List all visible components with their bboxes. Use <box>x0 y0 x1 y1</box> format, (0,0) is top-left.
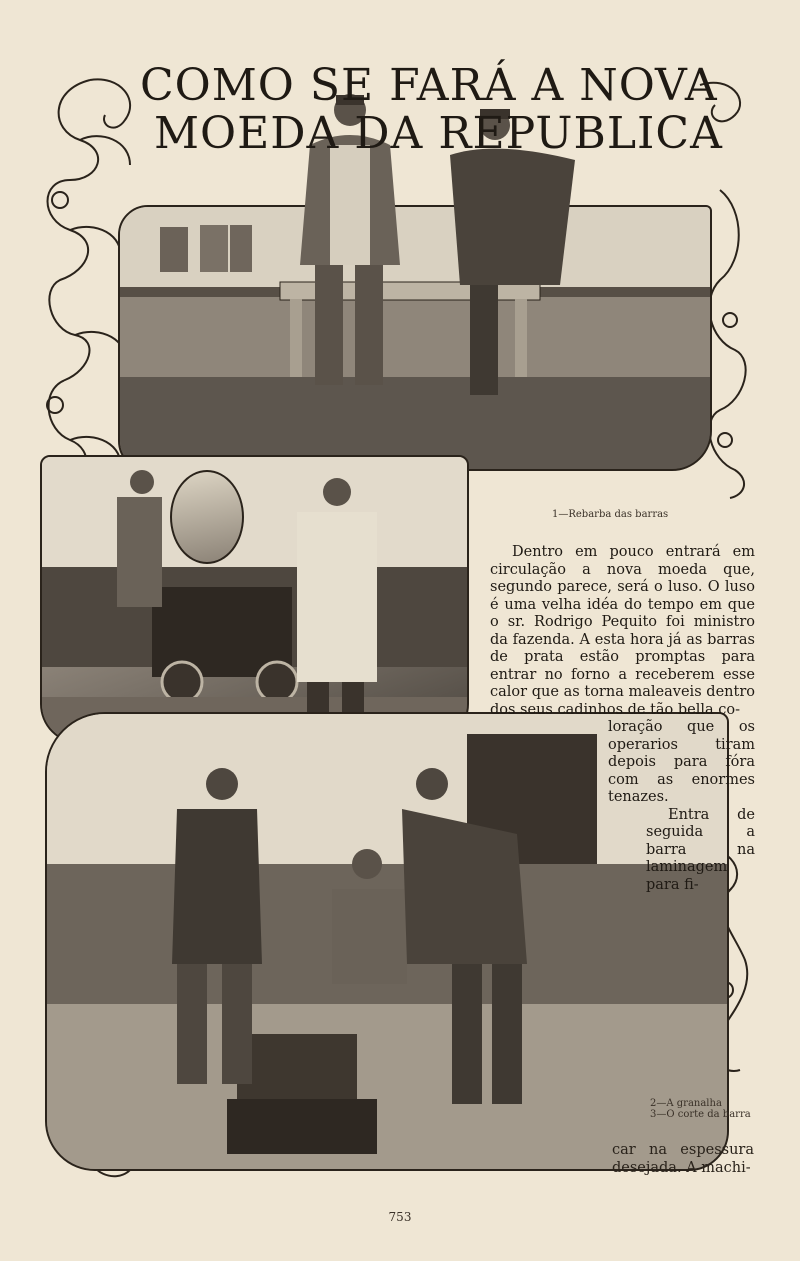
article-title <box>140 62 760 158</box>
caption-granalha: 2—A granalha <box>650 1098 722 1109</box>
paragraph-2: Entra de seguida a barra na laminagem para fi- <box>646 806 755 893</box>
page-number: 753 <box>388 1210 412 1224</box>
paragraph-1-continued: loração que os operarios tiram depois para fóra com as enormes tenazes. <box>608 719 755 805</box>
title-line-2: MOEDA DA REPUBLICA <box>154 108 723 159</box>
photo-fornos-de-prata <box>40 455 469 744</box>
title-line-1: COMO SE FARÁ A NOVA <box>140 60 718 111</box>
paragraph-1: Dentro em pouco entrará em circulação a nova moeda que, segundo parece, será o luso. O luso é uma velha idéa do tempo em que o sr. Rodrigo Pequito foi ministro da fazenda. A esta hora já as barras de prata estão promptas para entrar no forno a receberem esse calor que as torna maleaveis dentro dos seus cadinhos de tão bella co- <box>490 544 755 718</box>
photo1-caption: 1—Rebarba das barras <box>552 509 669 520</box>
photo-inset-operario <box>170 470 244 564</box>
article-body-tail: car na espessura desejada. A machi- <box>612 1142 754 1176</box>
photo3-caption <box>650 1098 751 1120</box>
caption-corte-da-barra: 3—O corte da barra <box>650 1109 751 1120</box>
article-body <box>490 544 755 894</box>
